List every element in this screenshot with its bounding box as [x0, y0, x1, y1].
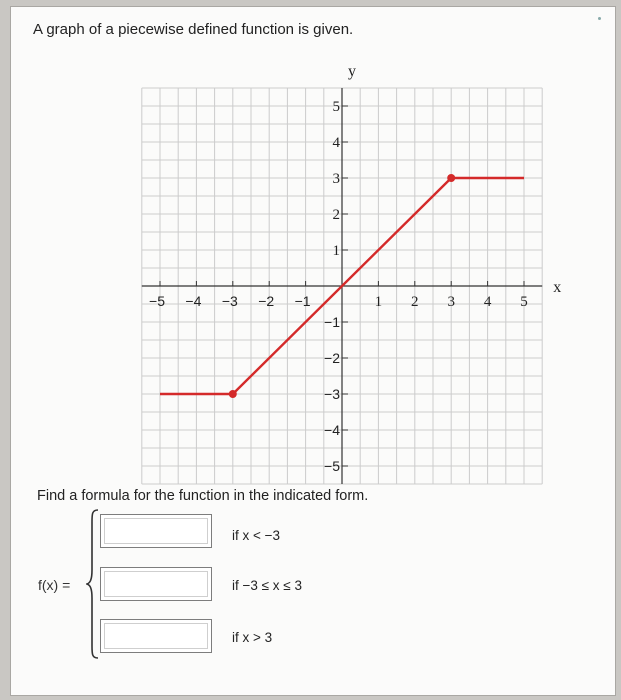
y-tick-label: 4: [332, 135, 340, 151]
question-text: Find a formula for the function in the indicated form.: [37, 488, 369, 504]
x-tick-label: 2: [411, 294, 419, 310]
function-label: f(x) =: [38, 577, 71, 593]
y-tick-label: 3: [332, 171, 340, 187]
y-tick-label: 5: [332, 99, 340, 115]
y-tick-label: −2: [324, 350, 340, 366]
y-tick-label: −1: [324, 314, 340, 330]
answer-box-piece-3[interactable]: [100, 619, 212, 653]
left-brace: [86, 508, 100, 660]
x-tick-label: 1: [374, 294, 383, 310]
y-tick-label: 1: [332, 243, 340, 259]
x-tick-label: −2: [258, 293, 275, 309]
marked-point: [447, 174, 455, 182]
x-tick-label: −1: [294, 293, 311, 309]
y-tick-label: −4: [324, 422, 340, 438]
x-tick-label: −3: [221, 293, 238, 309]
answer-box-piece-2[interactable]: [100, 567, 212, 601]
y-tick-label: 2: [332, 207, 340, 223]
answer-box-piece-1[interactable]: [100, 514, 212, 548]
y-tick-label: −3: [324, 386, 340, 402]
x-axis-label: x: [553, 279, 562, 296]
y-tick-label: −5: [324, 458, 340, 474]
condition-piece-2: if −3 ≤ x ≤ 3: [232, 578, 302, 593]
marked-point: [229, 390, 237, 398]
condition-piece-1: if x < −3: [232, 528, 281, 543]
x-tick-label: 5: [520, 294, 528, 310]
problem-prompt: A graph of a piecewise defined function is given.: [33, 21, 354, 38]
x-tick-label: 4: [483, 294, 492, 310]
y-axis-label: y: [348, 63, 356, 80]
x-tick-label: 3: [447, 294, 455, 310]
x-tick-label: −4: [185, 293, 202, 309]
x-tick-label: −5: [149, 293, 165, 309]
condition-piece-3: if x > 3: [232, 630, 273, 645]
